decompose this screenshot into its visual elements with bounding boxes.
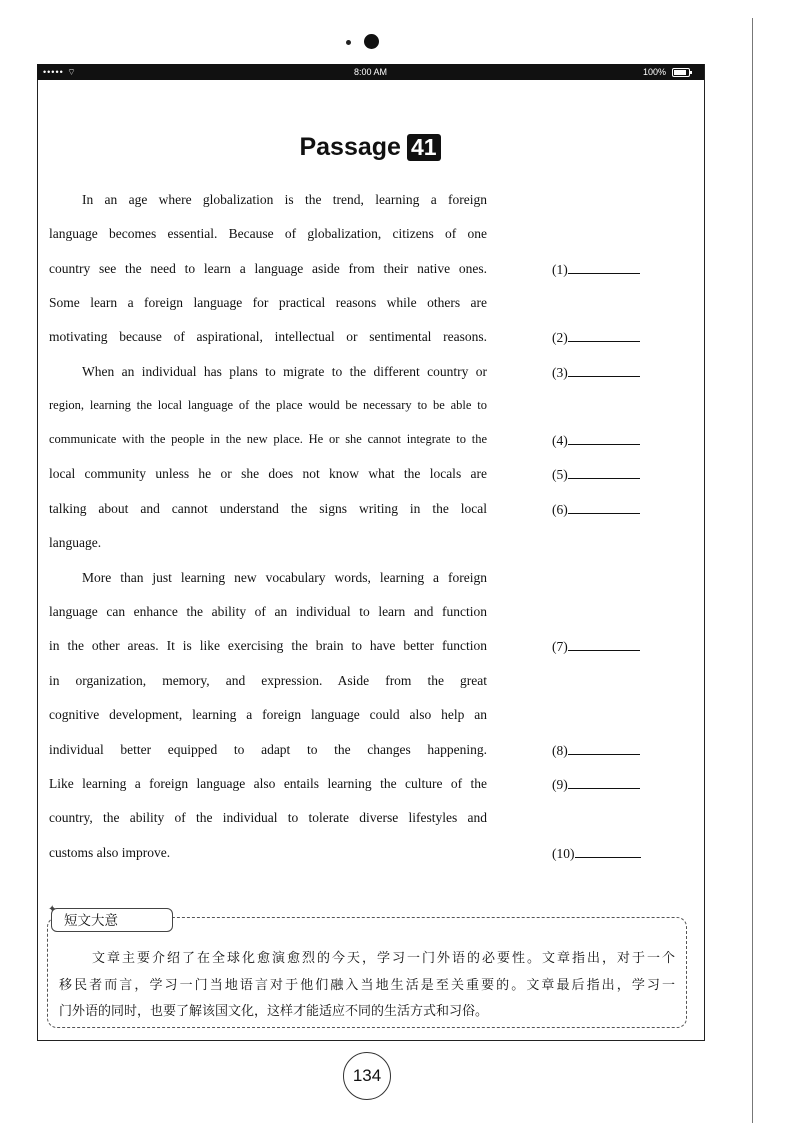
blank-label: (2) xyxy=(552,330,568,345)
passage-line: in organization, memory, and expression. Aside from the great xyxy=(49,673,487,688)
answer-blank-5[interactable] xyxy=(552,466,640,483)
camera-dot-small xyxy=(346,40,351,45)
passage-line: talking about and cannot understand the signs writing in the local xyxy=(49,501,487,516)
answer-blank-8[interactable] xyxy=(552,742,640,759)
blank-label: (8) xyxy=(552,743,568,758)
signal-wifi-icon: ••••• ⌔ xyxy=(43,67,77,77)
summary-line: 移民者而言，学习一门当地语言对于他们融入当地生活是至关重要的。文章最后指出，学习一 xyxy=(59,978,675,993)
summary-line: 门外语的同时，也要了解该国文化，这样才能适应不同的生活方式和习俗。 xyxy=(59,1004,489,1019)
summary-line: 文章主要介绍了在全球化愈演愈烈的今天，学习一门外语的必要性。文章指出，对于一个 xyxy=(92,951,675,966)
answer-blank-4[interactable] xyxy=(552,432,640,449)
passage-line: motivating because of aspirational, intellectual or sentimental reasons. xyxy=(49,329,487,344)
passage-line: Some learn a foreign language for practical reasons while others are xyxy=(49,295,487,310)
passage-line: language becomes essential. Because of globalization, citizens of one xyxy=(49,226,487,241)
passage-line: country, the ability of the individual to tolerate diverse lifestyles and xyxy=(49,810,487,825)
blank-label: (1) xyxy=(552,262,568,277)
page-title xyxy=(0,133,740,162)
blank-label: (10) xyxy=(552,846,575,861)
passage-line: cognitive development, learning a foreign language could also help an xyxy=(49,707,487,722)
title-text: Passage xyxy=(299,133,401,161)
device-frame xyxy=(37,64,705,1041)
status-bar xyxy=(37,64,704,80)
passage-line: in the other areas. It is like exercising the brain to have better function xyxy=(49,638,487,653)
blank-label: (3) xyxy=(552,365,568,380)
blank-label: (6) xyxy=(552,502,568,517)
answer-blank-1[interactable] xyxy=(552,261,640,278)
passage-line: individual better equipped to adapt to the changes happening. xyxy=(49,742,487,757)
battery-percent: 100% xyxy=(642,67,666,77)
passage-line: In an age where globalization is the trend, learning a foreign xyxy=(82,192,487,207)
passage-line: language can enhance the ability of an individual to learn and function xyxy=(49,604,487,619)
page-number: 134 xyxy=(343,1052,391,1100)
passage-line: language. xyxy=(49,535,102,550)
answer-blank-3[interactable] xyxy=(552,364,640,381)
ornament-icon: ✦ xyxy=(48,904,57,915)
passage-line: When an individual has plans to migrate to the different country or xyxy=(82,364,487,379)
answer-blank-2[interactable] xyxy=(552,329,640,346)
passage-number-badge: 41 xyxy=(407,134,441,161)
answer-blank-7[interactable] xyxy=(552,638,640,655)
answer-blank-10[interactable] xyxy=(552,845,641,862)
passage-line: Like learning a foreign language also entails learning the culture of the xyxy=(49,776,487,791)
blank-label: (9) xyxy=(552,777,568,792)
status-time: 8:00 AM xyxy=(353,67,388,77)
page-edge-rule xyxy=(752,18,753,1123)
passage-line: communicate with the people in the new place. He or she cannot integrate to the xyxy=(49,432,487,446)
answer-blank-9[interactable] xyxy=(552,776,640,793)
passage-line: More than just learning new vocabulary words, learning a foreign xyxy=(82,570,487,585)
battery-icon xyxy=(672,68,690,77)
passage-line: country see the need to learn a language aside from their native ones. xyxy=(49,261,487,276)
answer-blank-6[interactable] xyxy=(552,501,640,518)
blank-label: (5) xyxy=(552,467,568,482)
passage-line: customs also improve. xyxy=(49,845,171,860)
passage-line: region, learning the local language of the place would be necessary to be able to xyxy=(49,398,487,412)
passage-line: local community unless he or she does not know what the locals are xyxy=(49,466,487,481)
summary-heading xyxy=(48,904,173,932)
camera-dot xyxy=(364,34,379,49)
blank-label: (7) xyxy=(552,639,568,654)
blank-label: (4) xyxy=(552,433,568,448)
summary-heading-text: 短文大意 xyxy=(64,913,118,929)
